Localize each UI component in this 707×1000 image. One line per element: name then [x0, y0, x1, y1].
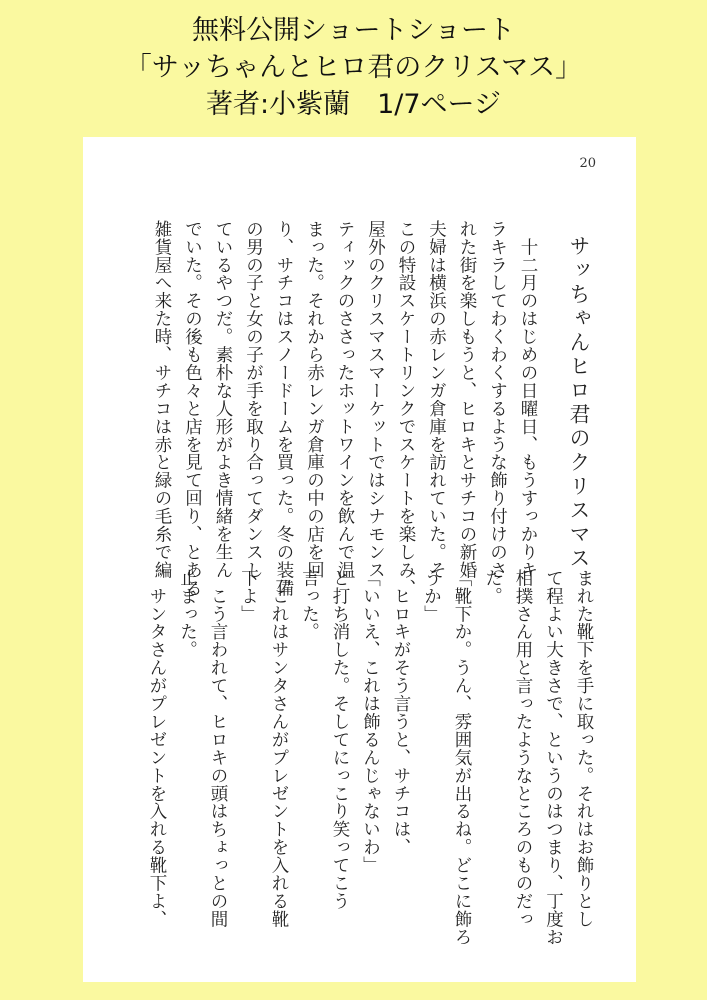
header-author-page: 著者:小紫蘭 1/7ページ	[205, 89, 501, 120]
text-column: この特設スケートリンクでスケートを楽しみ、	[396, 220, 416, 597]
text-column: ヒロキがそう言うと、サチコは、	[391, 569, 411, 857]
header-line-1: 無料公開ショートショート	[192, 15, 515, 46]
text-column: ラキラしてわくわくするような飾り付けのさ	[487, 220, 508, 579]
text-column: 言った。	[299, 569, 320, 641]
page-number: 20	[579, 156, 596, 171]
text-block-bottom	[142, 569, 600, 946]
text-column: れた街を楽しもうと、ヒロキとサチコの新婚	[457, 220, 477, 579]
book-page	[83, 137, 636, 982]
text-column: 屋外のクリスマスマーケットではシナモンス	[365, 220, 386, 579]
text-column: た。	[482, 569, 503, 605]
text-column: の男の子と女の子が手を取り合ってダンスし	[243, 220, 264, 579]
header	[0, 12, 707, 123]
text-column: ティックのささったホットワインを飲んで温	[335, 220, 355, 579]
text-column: て程よい大きさで、というのはつまり、丁度お	[543, 569, 564, 946]
text-column: うか」	[421, 569, 442, 623]
text-column: と打ち消した。そしてにっこり笑ってこう	[330, 569, 350, 911]
text-column: ているやつだ。素朴な人形がよき情緒を生ん	[213, 220, 233, 579]
text-column: 十二月のはじめの日曜日、もうすっかりキ	[518, 220, 538, 579]
text-column: でいた。その後も色々と店を見て回り、とある	[182, 220, 203, 597]
story-title: サッちゃんヒロ君のクリスマス	[567, 235, 591, 571]
text-column: 夫婦は横浜の赤レンガ倉庫を訪れていた。そ	[426, 220, 447, 579]
header-story-title: 「サッちゃんとヒロ君のクリスマス」	[124, 52, 583, 83]
text-column: 雑貨屋へ来た時、サチコは赤と緑の毛糸で編	[152, 220, 172, 579]
text-column: まれた靴下を手に取った。それはお飾りとし	[574, 569, 594, 928]
text-column: 下よ」	[238, 569, 259, 623]
text-column: まった。それから赤レンガ倉庫の中の店を回	[304, 220, 325, 579]
text-column: 相撲さん用と言ったようなところのものだっ	[513, 569, 533, 928]
text-column: 「これはサンタさんがプレゼントを入れる靴	[269, 569, 289, 928]
text-column: 「靴下か。うん、雰囲気が出るね。どこに飾ろ	[452, 569, 472, 946]
text-column: サンタさんがプレゼントを入れる靴下よ、	[147, 569, 167, 928]
text-column: 止まった。	[177, 569, 198, 659]
text-column: こう言われて、ヒロキの頭はちょっとの間	[208, 569, 228, 928]
text-column: 「いいえ、これは飾るんじゃないわ」	[360, 569, 381, 875]
text-column: り、サチコはスノードームを買った。冬の装備	[274, 220, 294, 597]
